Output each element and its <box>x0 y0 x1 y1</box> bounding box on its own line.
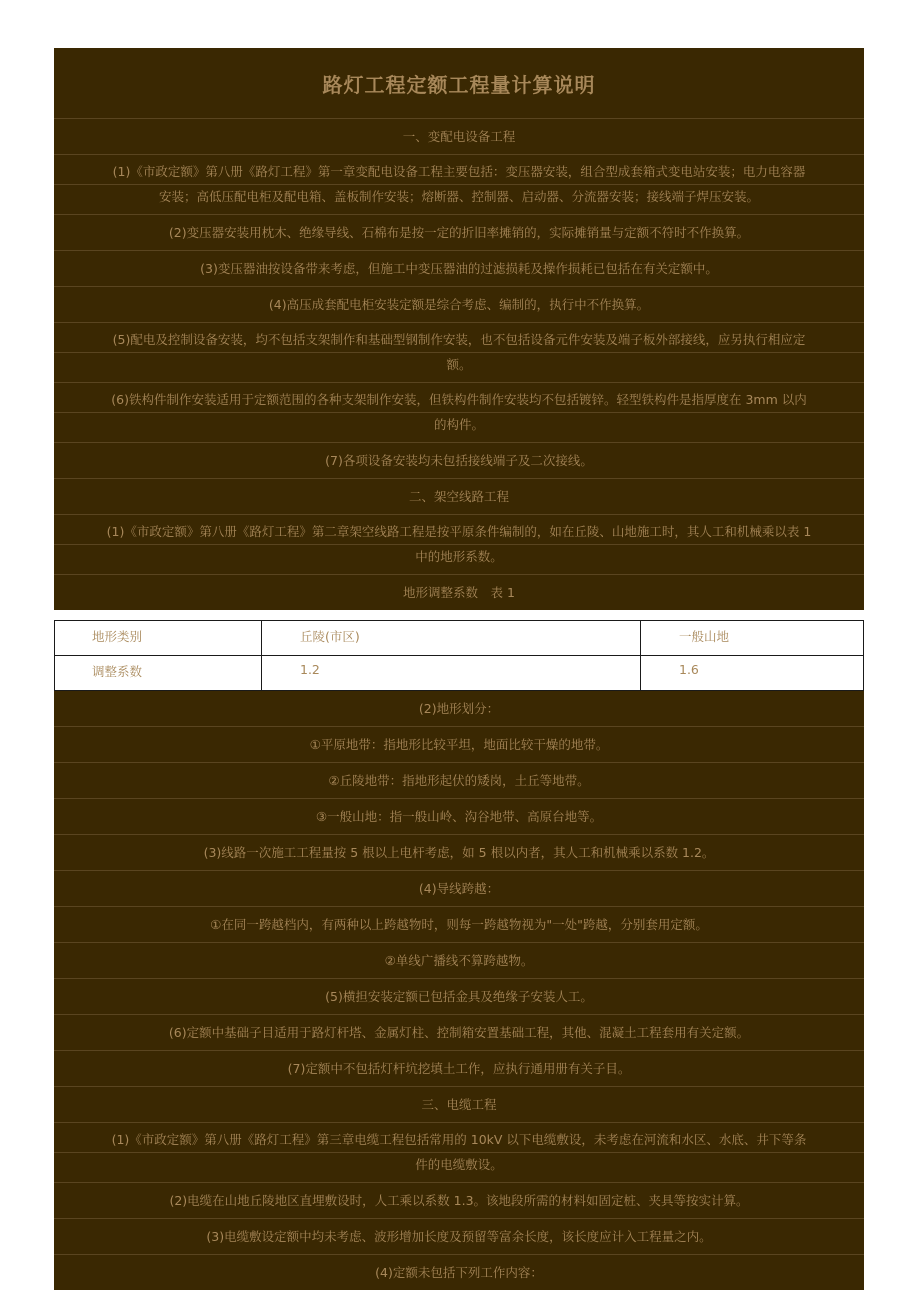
list-item <box>54 322 864 382</box>
document <box>54 48 864 1290</box>
table-cell: 地形类别 <box>55 621 262 656</box>
section-heading: 二、架空线路工程 <box>54 478 864 514</box>
item-text: (5)配电及控制设备安装，均不包括支架制作和基础型钢制作安装，也不包括设备元件安装及端子板外部接线，应另执行相应定 <box>112 332 806 347</box>
list-item <box>54 514 864 574</box>
list-item: (2)变压器安装用枕木、绝缘导线、石棉布是按一定的折旧率摊销的，实际摊销量与定额不符时不作换算。 <box>54 214 864 250</box>
table-cell: 1.2 <box>262 656 641 691</box>
list-item: (3)线路一次施工工程量按 5 根以上电杆考虑，如 5 根以内者，其人工和机械乘以系数 1.2。 <box>54 834 864 870</box>
list-item: (3)变压器油按设备带来考虑，但施工中变压器油的过滤损耗及操作损耗已包括在有关定额中。 <box>54 250 864 286</box>
list-item: (5)横担安装定额已包括金具及绝缘子安装人工。 <box>54 978 864 1014</box>
item-text-continued: 额。 <box>54 352 864 377</box>
list-item: (3)电缆敷设定额中均未考虑、波形增加长度及预留等富余长度，该长度应计入工程量之内。 <box>54 1218 864 1254</box>
list-item: ①平原地带：指地形比较平坦，地面比较干燥的地带。 <box>54 726 864 762</box>
table-cell: 调整系数 <box>55 656 262 691</box>
item-text-continued: 的构件。 <box>54 412 864 437</box>
document-band-top <box>54 48 864 610</box>
list-item <box>54 154 864 214</box>
item-text: (1)《市政定额》第八册《路灯工程》第二章架空线路工程是按平原条件编制的，如在丘陵、山地施工时，其人工和机械乘以表 1 <box>106 524 812 539</box>
list-item: (2)电缆在山地丘陵地区直埋敷设时，人工乘以系数 1.3。该地段所需的材料如固定桩、夹具等按实计算。 <box>54 1182 864 1218</box>
list-item <box>54 1122 864 1182</box>
item-text-continued: 安装；高低压配电柜及配电箱、盖板制作安装；熔断器、控制器、启动器、分流器安装；接线端子焊压安装。 <box>54 184 864 209</box>
list-item <box>54 382 864 442</box>
item-text: (1)《市政定额》第八册《路灯工程》第三章电缆工程包括常用的 10kV 以下电缆敷设，未考虑在河流和水区、水底、井下等条 <box>111 1132 807 1147</box>
list-item: (7)各项设备安装均未包括接线端子及二次接线。 <box>54 442 864 478</box>
list-item: (4)高压成套配电柜安装定额是综合考虑、编制的，执行中不作换算。 <box>54 286 864 322</box>
table-cell: 1.6 <box>641 656 864 691</box>
section-heading: 一、变配电设备工程 <box>54 118 864 154</box>
table-header-row <box>55 621 864 656</box>
item-text-continued: 中的地形系数。 <box>54 544 864 569</box>
list-item: ②单线广播线不算跨越物。 <box>54 942 864 978</box>
list-item: (6)定额中基础子目适用于路灯杆塔、金属灯柱、控制箱安置基础工程，其他、混凝土工程套用有关定额。 <box>54 1014 864 1050</box>
page-title: 路灯工程定额工程量计算说明 <box>322 72 596 97</box>
list-item: ②丘陵地带：指地形起伏的矮岗，土丘等地带。 <box>54 762 864 798</box>
list-item: (4)定额未包括下列工作内容： <box>54 1254 864 1290</box>
item-text: (6)铁构件制作安装适用于定额范围的各种支架制作安装，但铁构件制作安装均不包括镀锌。轻型铁构件是指厚度在 3mm 以内 <box>111 392 807 407</box>
item-text-continued: 件的电缆敷设。 <box>54 1152 864 1177</box>
table-caption: 地形调整系数 表 1 <box>54 574 864 610</box>
table-cell: 一般山地 <box>641 621 864 656</box>
table-row <box>55 656 864 691</box>
list-item: (7)定额中不包括灯杆坑挖填土工作，应执行通用册有关子目。 <box>54 1050 864 1086</box>
table-cell: 丘陵(市区) <box>262 621 641 656</box>
terrain-coefficient-table <box>54 620 864 691</box>
list-item: (2)地形划分： <box>418 701 500 716</box>
list-item: ①在同一跨越档内，有两种以上跨越物时，则每一跨越物视为"一处"跨越，分别套用定额。 <box>54 906 864 942</box>
section-heading: 三、电缆工程 <box>54 1086 864 1122</box>
list-item: (4)导线跨越： <box>54 870 864 906</box>
list-item: ③一般山地：指一般山岭、沟谷地带、高原台地等。 <box>54 798 864 834</box>
item-text: (1)《市政定额》第八册《路灯工程》第一章变配电设备工程主要包括：变压器安装，组合型成套箱式变电站安装；电力电容器 <box>112 164 806 179</box>
document-band-bottom <box>54 691 864 1290</box>
